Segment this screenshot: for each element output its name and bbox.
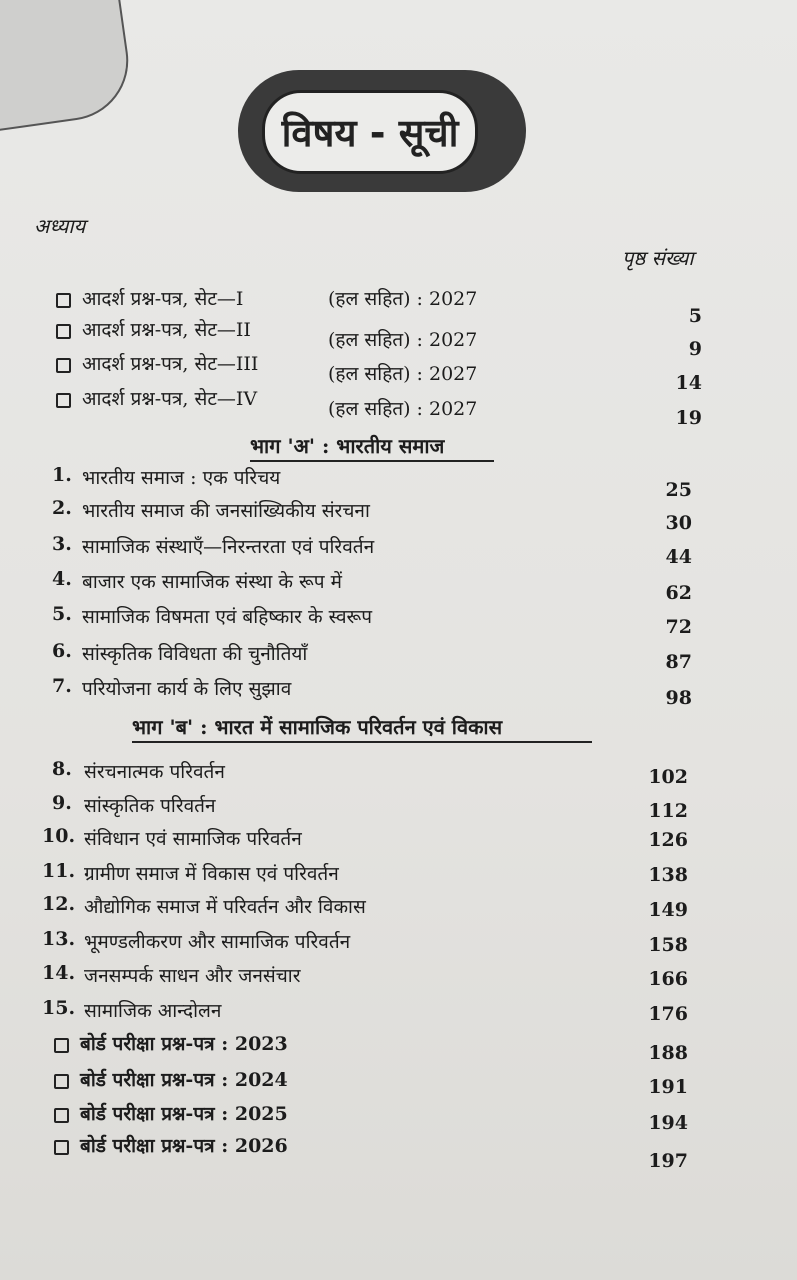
list-item[interactable]: बोर्ड परीक्षा प्रश्न-पत्र : 2026 197 — [0, 1132, 797, 1162]
checkbox-bullet-icon — [54, 1140, 69, 1155]
section-heading-part-a: भाग 'अ' : भारतीय समाज — [250, 434, 445, 458]
list-item[interactable]: 9. सांस्कृतिक परिवर्तन 112 — [52, 792, 688, 822]
checkbox-bullet-icon — [54, 1108, 69, 1123]
list-item[interactable]: 7. परियोजना कार्य के लिए सुझाव 98 — [52, 675, 692, 709]
section-heading-part-b: भाग 'ब' : भारत में सामाजिक परिवर्तन एवं विकास — [132, 715, 503, 739]
list-item[interactable]: आदर्श प्रश्न-पत्र, सेट—I (हल सहित) : 2027 5 — [0, 285, 797, 315]
corner-decoration — [0, 0, 136, 135]
checkbox-bullet-icon — [56, 393, 71, 408]
list-item[interactable]: 5. सामाजिक विषमता एवं बहिष्कार के स्वरूप 72 — [52, 603, 692, 638]
list-item[interactable]: बोर्ड परीक्षा प्रश्न-पत्र : 2024 191 — [0, 1066, 797, 1096]
list-item[interactable]: 11. ग्रामीण समाज में विकास एवं परिवर्तन 138 — [42, 860, 688, 886]
section-underline — [132, 741, 592, 743]
page-column-label: पृष्ठ संख्या — [622, 246, 694, 270]
section-underline — [250, 460, 494, 462]
list-item[interactable]: 1. भारतीय समाज : एक परिचय 25 — [52, 464, 692, 501]
list-item[interactable]: 13. भूमण्डलीकरण और सामाजिक परिवर्तन 158 — [42, 928, 688, 956]
list-item[interactable]: 14. जनसम्पर्क साधन और जनसंचार 166 — [42, 962, 688, 990]
checkbox-bullet-icon — [54, 1074, 69, 1089]
page-title: विषय - सूची — [262, 90, 478, 174]
list-item[interactable]: 3. सामाजिक संस्थाएँ—निरन्तरता एवं परिवर्तन 44 — [52, 533, 692, 568]
list-item[interactable]: बोर्ड परीक्षा प्रश्न-पत्र : 2025 194 — [0, 1100, 797, 1130]
list-item[interactable]: 8. संरचनात्मक परिवर्तन 102 — [52, 758, 688, 788]
checkbox-bullet-icon — [56, 358, 71, 373]
checkbox-bullet-icon — [54, 1038, 69, 1053]
list-item[interactable]: 4. बाजार एक सामाजिक संस्था के रूप में 62 — [52, 568, 692, 604]
list-item[interactable]: आदर्श प्रश्न-पत्र, सेट—III (हल सहित) : 2027 14 — [0, 350, 797, 380]
list-item[interactable]: 12. औद्योगिक समाज में परिवर्तन और विकास 149 — [42, 893, 688, 921]
list-item[interactable]: आदर्श प्रश्न-पत्र, सेट—IV (हल सहित) : 2027 19 — [0, 385, 797, 415]
list-item[interactable]: आदर्श प्रश्न-पत्र, सेट—II (हल सहित) : 2027 9 — [0, 316, 797, 346]
list-item[interactable]: 15. सामाजिक आन्दोलन 176 — [42, 997, 688, 1025]
list-item[interactable]: 2. भारतीय समाज की जनसांख्यिकीय संरचना 30 — [52, 497, 692, 534]
list-item[interactable]: 6. सांस्कृतिक विविधता की चुनौतियाँ 87 — [52, 640, 692, 673]
checkbox-bullet-icon — [56, 293, 71, 308]
list-item[interactable]: बोर्ड परीक्षा प्रश्न-पत्र : 2023 188 — [0, 1030, 797, 1060]
list-item[interactable]: 10. संविधान एवं सामाजिक परिवर्तन 126 — [42, 825, 688, 851]
chapter-column-label: अध्याय — [34, 214, 86, 238]
checkbox-bullet-icon — [56, 324, 71, 339]
